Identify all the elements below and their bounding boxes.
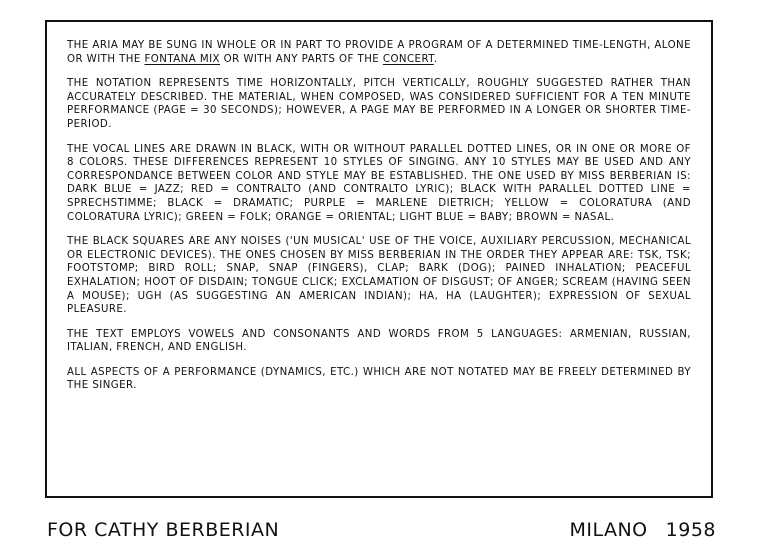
place-and-date <box>569 519 716 541</box>
dedication: FOR CATHY BERBERIAN <box>47 519 280 541</box>
p1-text-start: THE ARIA MAY BE SUNG IN WHOLE OR IN PART TO PROVIDE A PROGRAM OF A DETERMINED TIME-LENGTH, ALONE OR WITH THE <box>67 40 691 65</box>
p1-text-end: . <box>433 53 438 65</box>
instruction-paragraph-notation: THE NOTATION REPRESENTS TIME HORIZONTALLY, PITCH VERTICALLY, ROUGHLY SUGGESTED RATHER THAN ACCURATELY DESCRIBED. THE MATERIAL, WHEN COMPOSED, WAS CONSIDERED SUFFICIENT FOR A TEN MINUTE PERFORMANCE (PAGE = 30 SECONDS); HOWEVER, A PAGE MAY BE PERFORMED IN A LONGER OR SHORTER TIME-PERIOD. <box>67 78 691 130</box>
instruction-paragraph-program <box>67 39 691 66</box>
instruction-paragraph-black-squares: THE BLACK SQUARES ARE ANY NOISES ('UN MUSICAL' USE OF THE VOICE, AUXILIARY PERCUSSION, MECHANICAL OR ELECTRONIC DEVICES). THE ONES CHOSEN BY MISS BERBERIAN IN THE ORDER THEY APPEAR ARE: TSK, TSK; FOOTSTOMP; BIRD ROLL; SNAP, SNAP (FINGERS), CLAP; BARK (DOG); PAINED INHALATION; PEACEFUL EXHALATION; HOOT OF DISDAIN; TONGUE CLICK; EXCLAMATION OF DISGUST; OF ANGER; SCREAM (HAVING SEEN A MOUSE); UGH (AS SUGGESTING AN AMERICAN INDIAN); HA, HA (LAUGHTER); EXPRESSION OF SEXUAL PLEASURE. <box>67 236 691 316</box>
instruction-paragraph-vocal-lines: THE VOCAL LINES ARE DRAWN IN BLACK, WITH OR WITHOUT PARALLEL DOTTED LINES, OR IN ONE OR MORE OF 8 COLORS. THESE DIFFERENCES REPRESENT 10 STYLES OF SINGING. ANY 10 STYLES MAY BE USED AND ANY CORRESPONDANCE BETWEEN COLOR AND STYLE MAY BE ESTABLISHED. THE ONE USED BY MISS BERBERIAN IS: DARK BLUE = JAZZ; RED = CONTRALTO (AND CONTRALTO LYRIC); BLACK WITH PARALLEL DOTTED LINE = SPRECHSTIMME; BLACK = DRAMATIC; PURPLE = MARLENE DIETRICH; YELLOW = COLORATURA (AND COLORATURA LYRIC); GREEN = FOLK; ORANGE = ORIENTAL; LIGHT BLUE = BABY; BROWN = NASAL. <box>67 143 691 223</box>
instruction-paragraph-text-languages: THE TEXT EMPLOYS VOWELS AND CONSONANTS AND WORDS FROM 5 LANGUAGES: ARMENIAN, RUSSIAN, ITALIAN, FRENCH, AND ENGLISH. <box>67 328 691 354</box>
score-instructions-frame <box>45 20 713 498</box>
p1-text-middle: OR WITH ANY PARTS OF THE <box>219 53 383 65</box>
fontana-mix-title: FONTANA MIX <box>144 53 220 65</box>
instruction-paragraph-performance-aspects: ALL ASPECTS OF A PERFORMANCE (DYNAMICS, ETC.) WHICH ARE NOT NOTATED MAY BE FREELY DETERMINED BY THE SINGER. <box>67 366 691 392</box>
year: 1958 <box>665 519 716 541</box>
concert-title: CONCERT <box>382 53 434 65</box>
place: MILANO <box>569 519 648 541</box>
